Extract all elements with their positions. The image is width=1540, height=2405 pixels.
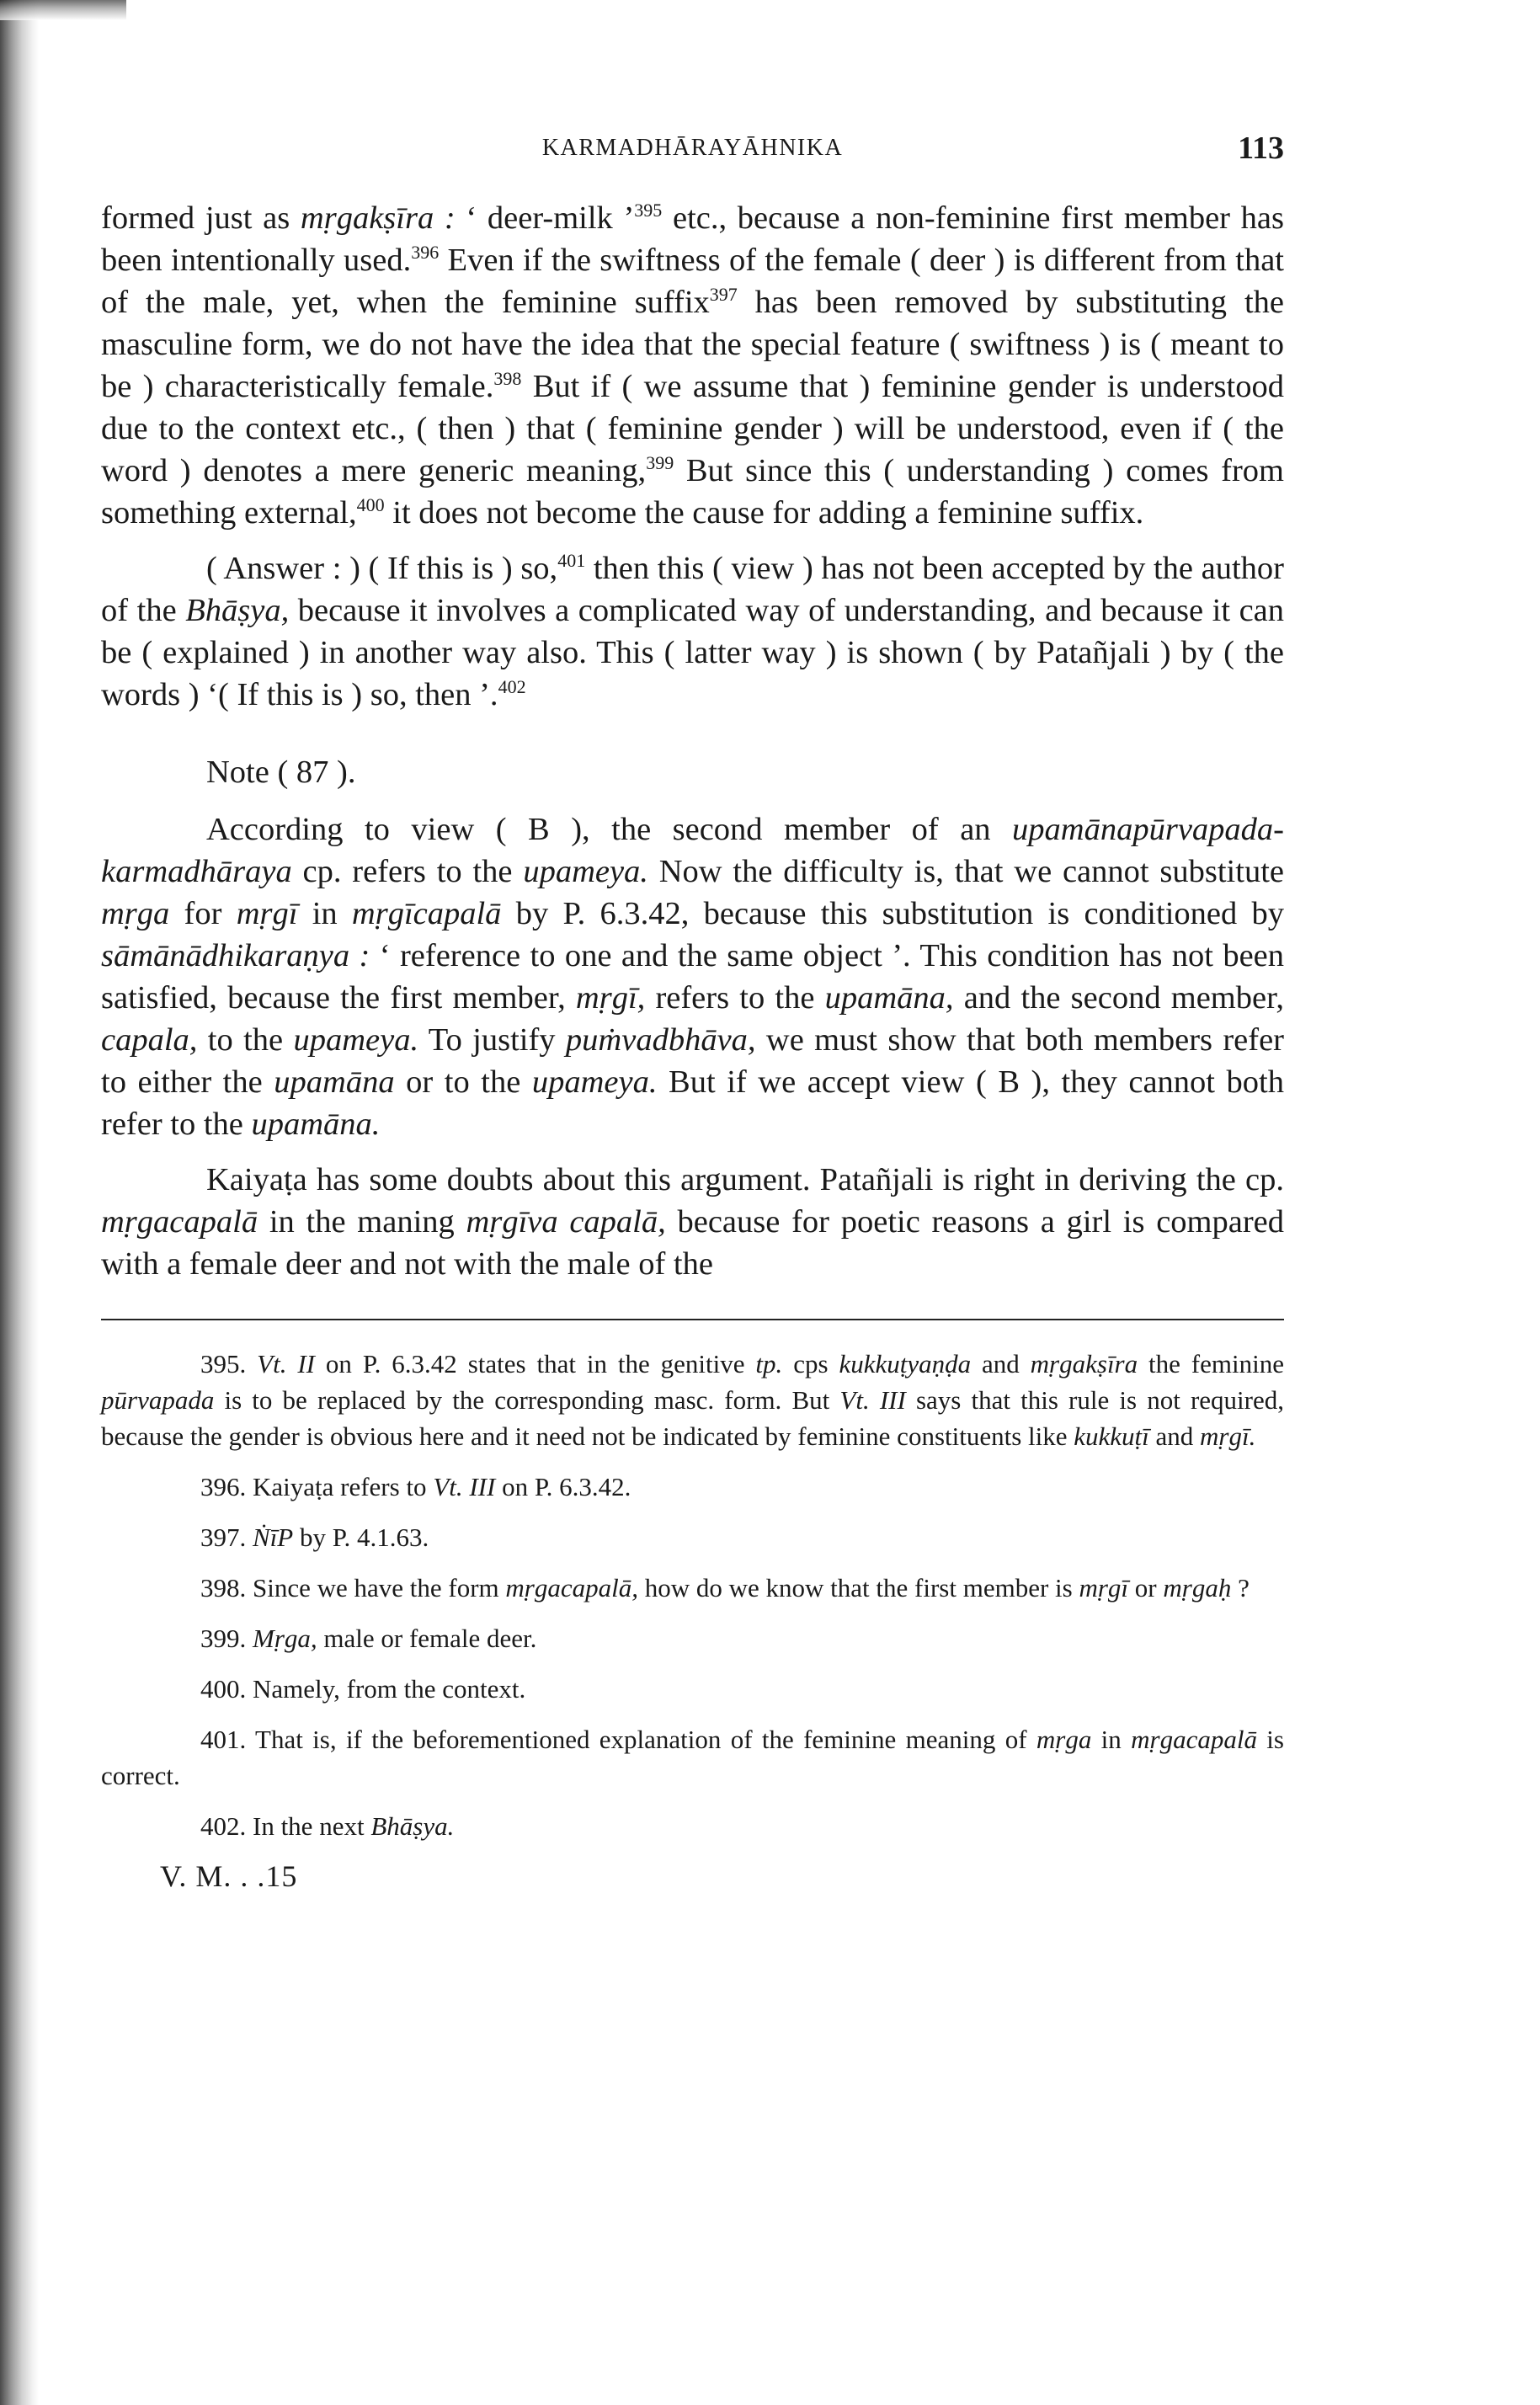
italic-term: mṛgacapalā [1131, 1725, 1257, 1754]
italic-term: ṄīP [253, 1522, 294, 1552]
italic-term: Bhāṣya. [370, 1811, 455, 1841]
paragraph-answer: ( Answer : ) ( If this is ) so,$^{401}$ then this ( view ) has not been accepted by the author of the Bhāṣya, because it involves a complicated way of understanding, and because it can be ( explained ) in another way also. This ( latter way ) is shown ( by Patañjali ) by ( the words ) ‘( If this is ) so, then ’.$^{402}$ [101, 550, 1285, 712]
italic-term: upamāna. [251, 1107, 381, 1142]
running-head: KARMADHĀRAYĀHNIKA [541, 135, 844, 161]
book-page [101, 126, 1284, 1894]
italic-term: mṛgī, [575, 980, 646, 1016]
italic-term: mṛga [1036, 1725, 1092, 1754]
footnote-reference: 401 [557, 550, 586, 571]
italic-term: mṛgī [1079, 1573, 1129, 1602]
italic-term: upameya. [523, 854, 648, 889]
italic-term: mṛgacapalā, [505, 1573, 638, 1602]
page-header [101, 126, 1284, 185]
footnote-402: 402. In the next Bhāṣya. [200, 1811, 455, 1841]
footnote-reference: 396 [411, 242, 440, 263]
note-paragraph-1: According to view ( B ), the second member of an upamānapūrvapada-karmadhāraya cp. refers to the upameya. Now the difficulty is, that we cannot substitute mṛga for mṛgī in mṛgīcapalā by P. 6.3.42, because this substitution is conditioned by sāmānādhikaraṇya : ‘ reference to one and the same object ’. This condition has not been satisfied, because the first member, mṛgī, refers to the upamāna, and the second member, capala, to the upameya. To justify puṁvadbhāva, we must show that both members refer to either the upamāna or to the upameya. But if we accept view ( B ), they cannot both refer to the upamāna. [101, 812, 1284, 1142]
italic-term: mṛgī [236, 896, 298, 931]
footnote-reference: 398 [493, 368, 522, 389]
footnotes [101, 1346, 1284, 1844]
italic-term: Bhāṣya, [185, 593, 290, 628]
italic-term: upameya. [293, 1022, 419, 1058]
footnote-reference: 402 [498, 676, 526, 697]
main-text [101, 197, 1284, 1285]
italic-term: mṛgīcapalā [351, 896, 502, 931]
italic-term: mṛgaḥ [1163, 1573, 1232, 1602]
footnote-401: 401. That is, if the beforementioned explanation of the feminine meaning of mṛga in mṛgacapalā is correct. [101, 1725, 1284, 1790]
page-number: 113 [1238, 131, 1284, 166]
italic-term: mṛgakṣīra : [300, 200, 456, 236]
footnote-rule [101, 1319, 1284, 1320]
italic-term: mṛgīva capalā, [466, 1204, 666, 1240]
italic-term: Mṛga, [253, 1624, 317, 1653]
footnote-395: 395. Vt. II on P. 6.3.42 states that in the genitive tp. cps kukkuṭyaṇḍa and mṛgakṣīra the feminine pūrvapada is to be replaced by the corresponding masc. form. But Vt. III says that this rule is not required, because the gender is obvious here and it need not be indicated by feminine constituents like kukkuṭī and mṛgī. [101, 1349, 1284, 1451]
note-heading: Note ( 87 ). [206, 755, 356, 790]
italic-term: upameya. [531, 1064, 658, 1100]
footnote-400: 400. Namely, from the context. [200, 1674, 526, 1704]
italic-term: Vt. II [257, 1349, 316, 1378]
footnote-396: 396. Kaiyaṭa refers to Vt. III on P. 6.3.42. [200, 1472, 631, 1501]
scan-corner-shadow [0, 0, 126, 20]
footnote-397: 397. ṄīP by P. 4.1.63. [200, 1522, 429, 1552]
italic-term: Vt. III [433, 1472, 496, 1501]
italic-term: tp. [755, 1349, 783, 1378]
footnote-reference: 400 [356, 494, 385, 515]
italic-term: puṁvadbhāva, [565, 1022, 756, 1058]
italic-term: mṛga [101, 896, 170, 931]
italic-term: mṛgakṣīra [1030, 1349, 1138, 1378]
paragraph-1: formed just as mṛgakṣīra : ‘ deer-milk ’$^{395}$ etc., because a non-feminine first member has been intentionally used.$^{396}$ Even if the swiftness of the female ( deer ) is different from that of the male, yet, when the feminine suffix$^{397}$ has been removed by substituting the masculine form, we do not have the idea that the special feature ( swiftness ) is ( meant to be ) characteristically female.$^{398}$ But if ( we assume that ) feminine gender is understood due to the context etc., ( then ) that ( feminine gender ) will be understood, even if ( the word ) denotes a mere generic meaning,$^{399}$ But since this ( understanding ) comes from something external,$^{400}$ it does not become the cause for adding a feminine suffix. [101, 200, 1285, 531]
italic-term: Vt. III [839, 1385, 906, 1415]
footnote-399: 399. Mṛga, male or female deer. [200, 1624, 537, 1653]
italic-term: upamānapūrvapada-karmadhāraya [101, 812, 1284, 889]
italic-term: capala, [101, 1022, 198, 1058]
italic-term: upamāna, [824, 980, 954, 1016]
note-paragraph-2: Kaiyaṭa has some doubts about this argument. Patañjali is right in deriving the cp. mṛgacapalā in the maning mṛgīva capalā, because for poetic reasons a girl is compared with a female deer and not with the male of the [101, 1162, 1284, 1282]
scan-edge-shadow [0, 0, 39, 2405]
italic-term: sāmānādhikaraṇya : [101, 938, 370, 973]
footnote-reference: 399 [646, 452, 674, 473]
footnote-reference: 395 [634, 200, 663, 221]
footnote-reference: 397 [709, 284, 738, 305]
italic-term: pūrvapada [101, 1385, 215, 1415]
italic-term: kukkuṭyaṇḍa [839, 1349, 972, 1378]
italic-term: mṛgacapalā [101, 1204, 258, 1240]
italic-term: kukkuṭī [1074, 1421, 1149, 1451]
italic-term: upamāna [274, 1064, 395, 1100]
signature-mark: V. M. . .15 [160, 1859, 298, 1893]
italic-term: mṛgī. [1200, 1421, 1256, 1451]
footnote-398: 398. Since we have the form mṛgacapalā, how do we know that the first member is mṛgī or mṛgaḥ ? [200, 1573, 1250, 1602]
